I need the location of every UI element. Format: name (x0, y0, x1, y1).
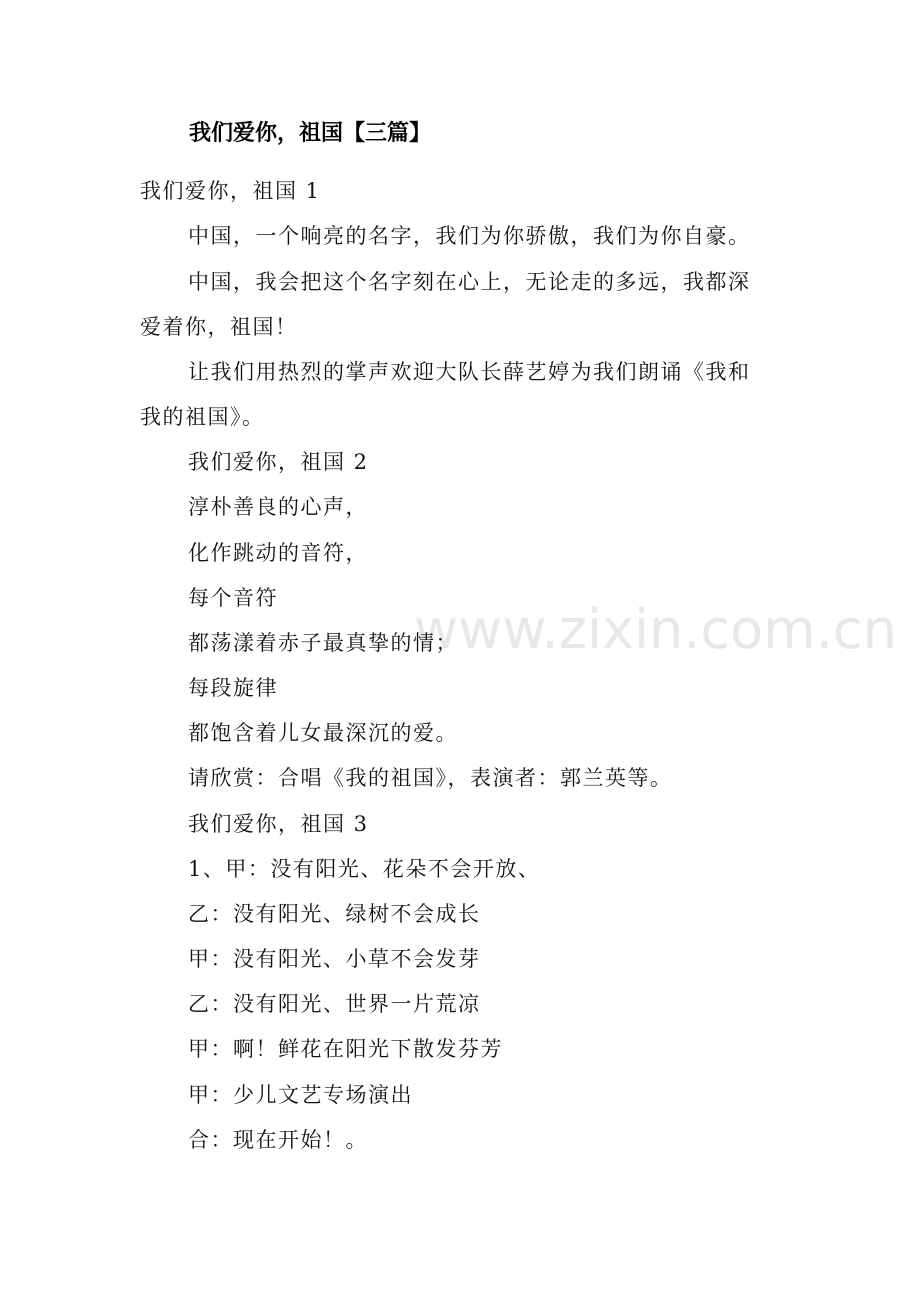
paragraph-line: 爱着你，祖国！ (140, 315, 298, 339)
poem-line: 每个音符 (188, 586, 278, 610)
poem-line: 每段旋律 (188, 676, 278, 700)
paragraph-line: 让我们用热烈的掌声欢迎大队长薛艺婷为我们朗诵《我和 (188, 360, 751, 384)
paragraph-line: 请欣赏：合唱《我的祖国》，表演者：郭兰英等。 (188, 766, 673, 790)
section-heading-1: 我们爱你，祖国 1 (140, 179, 321, 203)
poem-line: 都饱含着儿女最深沉的爱。 (188, 721, 458, 745)
dialogue-line: 甲：少儿文艺专场演出 (188, 1083, 413, 1107)
poem-line: 都荡漾着赤子最真挚的情； (188, 631, 458, 655)
paragraph-line: 中国，一个响亮的名字，我们为你骄傲，我们为你自豪。 (188, 224, 751, 248)
dialogue-line: 1、甲：没有阳光、花朵不会开放、 (188, 857, 541, 881)
section-heading-2: 我们爱你，祖国 2 (188, 450, 369, 474)
document-title: 我们爱你，祖国【三篇】 (189, 121, 432, 146)
dialogue-line: 甲：啊！鲜花在阳光下散发芬芳 (188, 1037, 503, 1061)
section-heading-3: 我们爱你，祖国 3 (188, 812, 369, 836)
dialogue-line: 甲：没有阳光、小草不会发芽 (188, 947, 481, 971)
dialogue-line: 合：现在开始！。 (188, 1128, 368, 1152)
poem-line: 化作跳动的音符， (188, 541, 368, 565)
dialogue-line: 乙：没有阳光、绿树不会成长 (188, 902, 481, 926)
watermark: www.zixin.com.cn (414, 598, 897, 661)
dialogue-line: 乙：没有阳光、世界一片荒凉 (188, 992, 481, 1016)
poem-line: 淳朴善良的心声， (188, 495, 368, 519)
paragraph-line: 我的祖国》。 (140, 405, 265, 429)
paragraph-line: 中国，我会把这个名字刻在心上，无论走的多远，我都深 (188, 270, 751, 294)
